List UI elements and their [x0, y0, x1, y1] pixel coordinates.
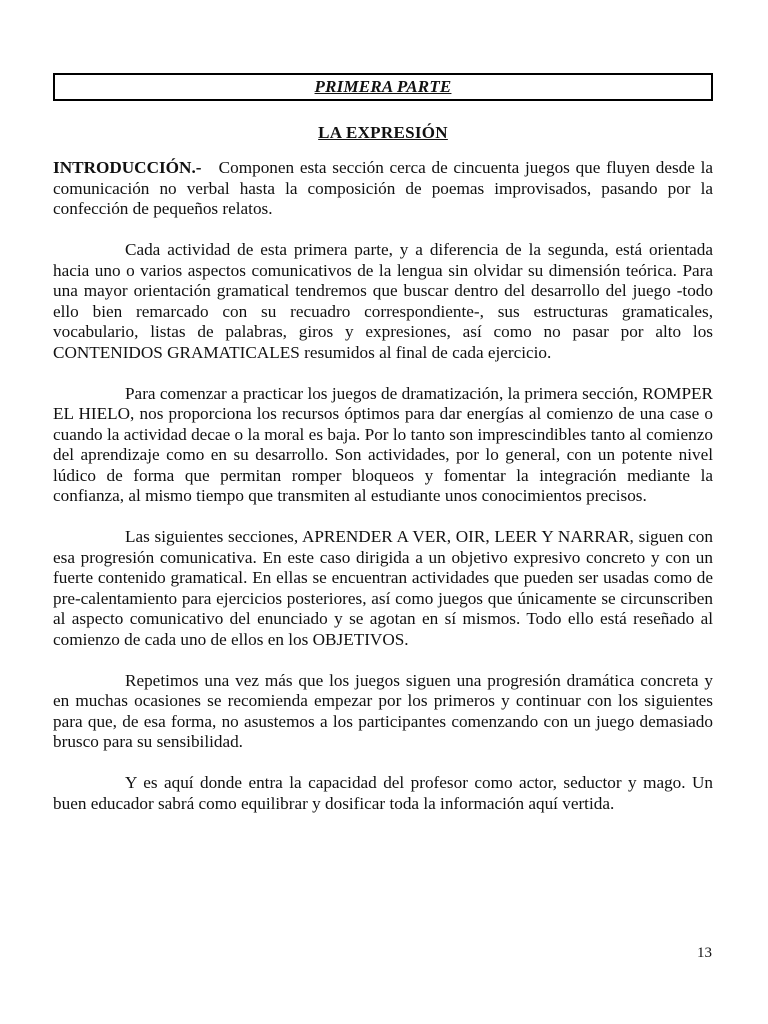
part-title: PRIMERA PARTE: [314, 77, 452, 96]
intro-label: INTRODUCCIÓN.-: [53, 158, 202, 177]
part-title-box: [53, 73, 713, 101]
intro-text: Componen esta sección cerca de cincuenta juegos que fluyen desde la comunicación no verbal hasta la composición de poemas improvisados, pasando por la confección de pequeños relatos.: [53, 158, 714, 218]
section-title: LA EXPRESIÓN: [318, 123, 448, 142]
document-page: [53, 73, 713, 814]
body-paragraph: Cada actividad de esta primera parte, y a diferencia de la segunda, está orientada hacia uno o varios aspectos comunicativos de la lengua sin olvidar su dimensión teórica. Para una mayor orientación gramatical tendremos que buscar dentro del desarrollo del juego -todo ello bien remarcado con su recuadro correspondiente-, sus estructuras gramaticales, vocabulario, listas de palabras, giros y expresiones, así como no pasar por alto los CONTENIDOS GRAMATICALES resumidos al final de cada ejercicio.: [53, 240, 713, 362]
page-number: 13: [697, 945, 712, 961]
intro-paragraph: [53, 158, 713, 220]
body-paragraph: Y es aquí donde entra la capacidad del profesor como actor, seductor y mago. Un buen educador sabrá como equilibrar y dosificar toda la información aquí vertida.: [53, 773, 713, 813]
body-paragraph: Repetimos una vez más que los juegos siguen una progresión dramática concreta y en muchas ocasiones se recomienda empezar por los primeros y continuar con los siguientes para que, de esa forma, no asustemos a los participantes comenzando con un juego demasiado brusco para su sensibilidad.: [53, 670, 713, 751]
body-paragraph: Para comenzar a practicar los juegos de dramatización, la primera sección, ROMPER EL HIELO, nos proporciona los recursos óptimos para dar energías al comienzo de una case o cuando la actividad decae o la moral es baja. Por lo tanto son imprescindibles tanto al comienzo del aprendizaje como en su desarrollo. Son actividades, por lo general, con un potente nivel lúdico de forma que permitan romper bloqueos y fomentar la integración mediante la confianza, al mismo tiempo que transmiten al estudiante unos conocimientos precisos.: [53, 383, 713, 505]
body-paragraph: Las siguientes secciones, APRENDER A VER, OIR, LEER Y NARRAR, siguen con esa progresión comunicativa. En este caso dirigida a un objetivo expresivo concreto y con un fuerte contenido gramatical. En ellas se encuentran actividades que pueden ser usadas como de pre-calentamiento para ejercicios posteriores, así como juegos que únicamente se circunscriben al aspecto comunicativo del enunciado y se agotan en sí mismos. Todo ello está reseñado al comienzo de cada uno de ellos en los OBJETIVOS.: [53, 527, 713, 649]
